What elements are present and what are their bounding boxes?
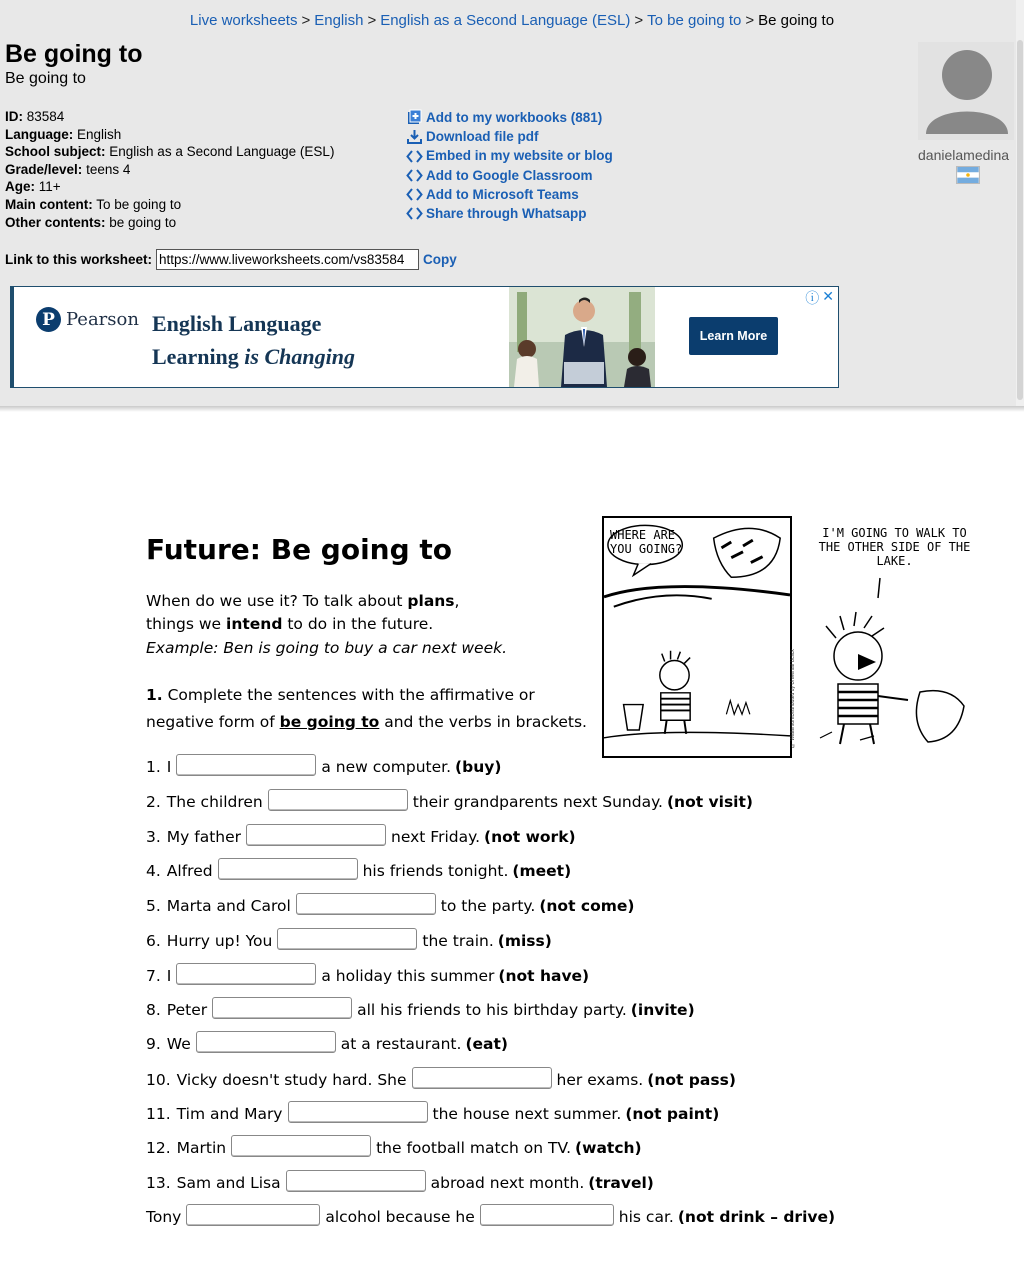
worksheet-link-row (5, 249, 457, 270)
pearson-logo (36, 307, 139, 332)
intro-example: Example: Ben is going to buy a car next week. (146, 638, 508, 657)
add-workbook-icon (406, 109, 423, 126)
intro-line-2: things we intend to do in the future. (146, 615, 434, 634)
meta-age: Age: 11+ (5, 179, 61, 195)
embed-icon (406, 205, 423, 222)
sentence-9: 9. We at a restaurant. (eat) (146, 1029, 508, 1053)
comic-panel-1 (602, 516, 796, 758)
pearson-logo-text: Pearson (66, 309, 139, 330)
breadcrumb-separator: > (367, 12, 377, 29)
meta-id: ID: 83584 (5, 109, 65, 124)
answer-input-9[interactable] (196, 1031, 336, 1053)
worksheet-title: Future: Be going to (146, 533, 453, 566)
sentence-12: 12. Martin the football match on TV. (watch) (146, 1133, 642, 1157)
answer-input-11[interactable] (288, 1101, 428, 1123)
comic-speech-bubble-1: WHERE ARE YOU GOING? (610, 528, 683, 556)
breadcrumb-to-be-going-to[interactable]: To be going to (647, 12, 742, 29)
breadcrumb-current: Be going to (758, 12, 835, 29)
ad-close-icon[interactable]: ✕ (822, 288, 834, 304)
answer-input-8[interactable] (212, 997, 352, 1019)
scrollbar-thumb[interactable] (1017, 40, 1023, 400)
worksheet-actions (406, 108, 613, 223)
sentence-2: 2. The children their grandparents next Sunday. (not visit) (146, 787, 753, 811)
download-icon (406, 128, 423, 145)
sentence-1: 1. I a new computer. (buy) (146, 752, 501, 776)
author-name[interactable]: danielamedina (918, 147, 1010, 163)
meta-main-content: Main content: To be going to (5, 196, 182, 212)
ad-choices[interactable] (805, 288, 834, 308)
comic-credit: © Watterson/Distributed by Universal Uclick (790, 649, 796, 748)
microsoft-teams-link[interactable]: Add to Microsoft Teams (406, 185, 613, 204)
argentina-flag-icon (956, 166, 980, 184)
worksheet-link-label: Link to this worksheet: (5, 252, 153, 267)
breadcrumb-separator: > (634, 12, 644, 29)
page-title: Be going to (5, 40, 143, 68)
meta-grade: Grade/level: teens 4 (5, 161, 131, 177)
breadcrumb-live-worksheets[interactable]: Live worksheets (189, 12, 298, 29)
breadcrumb-esl[interactable]: English as a Second Language (ESL) (380, 12, 631, 29)
comic-illustration-2 (800, 516, 990, 758)
comic-speech-bubble-2: I'M GOING TO WALK TO THE OTHER SIDE OF THE LAKE. (818, 526, 971, 568)
embed-icon (406, 148, 423, 165)
google-classroom-link[interactable]: Add to Google Classroom (406, 166, 613, 185)
worksheet-header (0, 0, 1024, 410)
ad-photo-illustration (509, 287, 655, 387)
meta-other-contents: Other contents: be going to (5, 214, 177, 230)
scrollbar-track[interactable] (1016, 0, 1024, 410)
meta-subject: School subject: English as a Second Language (ESL) (5, 144, 335, 160)
ad-headline-line1: English Language (152, 311, 322, 336)
breadcrumb-separator: > (301, 12, 311, 29)
sentence-4: 4. Alfred his friends tonight. (meet) (146, 856, 571, 880)
answer-input-3[interactable] (246, 824, 386, 846)
advertisement-banner[interactable] (10, 286, 839, 388)
pearson-logo-icon: P (36, 307, 61, 332)
ad-headline-line2: Learning is Changing (152, 344, 355, 369)
answer-input-12[interactable] (231, 1135, 371, 1157)
page-subtitle: Be going to (5, 70, 86, 87)
avatar[interactable] (918, 42, 1014, 140)
ad-learn-more-button[interactable]: Learn More (689, 317, 778, 355)
sentence-8: 8. Peter all his friends to his birthday party. (invite) (146, 995, 695, 1019)
breadcrumb (0, 12, 1024, 29)
answer-input-10[interactable] (412, 1067, 552, 1089)
sentence-10: 10. Vicky doesn't study hard. She her exams. (not pass) (146, 1065, 736, 1089)
copy-link-button[interactable]: Copy (423, 252, 457, 267)
sentence-14: Tony alcohol because he his car. (not drink – drive) (146, 1202, 835, 1226)
header-divider (0, 406, 1024, 412)
embed-icon (406, 167, 423, 184)
answer-input-7[interactable] (176, 963, 316, 985)
intro-line-1: When do we use it? To talk about plans, (146, 592, 460, 610)
embed-link[interactable]: Embed in my website or blog (406, 146, 613, 165)
worksheet-intro (146, 590, 507, 660)
breadcrumb-english[interactable]: English (314, 12, 364, 29)
download-pdf-link[interactable]: Download file pdf (406, 127, 613, 146)
ad-headline (152, 307, 355, 373)
sentence-6: 6. Hurry up! You the train. (miss) (146, 926, 552, 950)
answer-input-5[interactable] (296, 893, 436, 915)
answer-input-2[interactable] (268, 789, 408, 811)
ad-photo (509, 287, 655, 387)
sentence-3: 3. My father next Friday. (not work) (146, 822, 576, 846)
user-avatar-icon (918, 42, 1014, 140)
sentence-13: 13. Sam and Lisa abroad next month. (travel) (146, 1168, 654, 1192)
worksheet-meta (5, 108, 334, 231)
answer-input-13[interactable] (286, 1170, 426, 1192)
worksheet-link-input[interactable] (156, 249, 419, 270)
add-to-workbooks-link[interactable]: Add to my workbooks (881) (406, 108, 613, 127)
comic-panel-2 (800, 516, 990, 758)
answer-input-6[interactable] (277, 928, 417, 950)
answer-input-14b[interactable] (480, 1204, 614, 1226)
exercise-instruction: 1. Complete the sentences with the affirmative or negative form of be going to and the verbs in brackets. (146, 686, 587, 731)
answer-input-1[interactable] (176, 754, 316, 776)
sentence-5: 5. Marta and Carol to the party. (not come) (146, 891, 634, 915)
ad-info-icon[interactable]: ⓘ (805, 290, 820, 306)
whatsapp-share-link[interactable]: Share through Whatsapp (406, 204, 613, 223)
meta-language: Language: English (5, 126, 122, 142)
embed-icon (406, 186, 423, 203)
breadcrumb-separator: > (745, 12, 755, 29)
answer-input-4[interactable] (218, 858, 358, 880)
sentence-11: 11. Tim and Mary the house next summer. (not paint) (146, 1099, 719, 1123)
answer-input-14a[interactable] (186, 1204, 320, 1226)
sentence-7: 7. I a holiday this summer (not have) (146, 961, 589, 985)
